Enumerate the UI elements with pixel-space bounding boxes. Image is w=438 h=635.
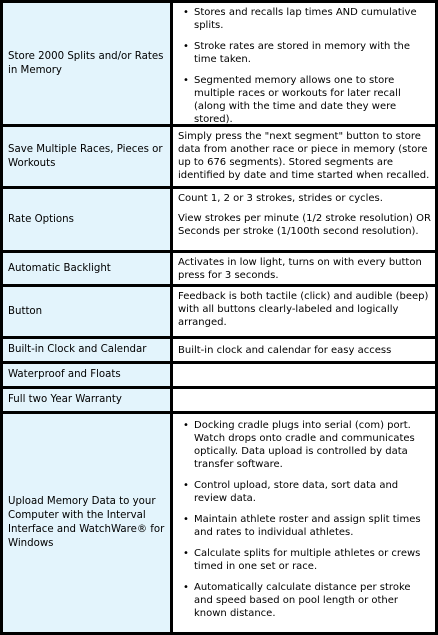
description-cell xyxy=(173,253,435,284)
feature-cell xyxy=(3,339,170,361)
description-cell xyxy=(173,3,435,124)
feature-label: Rate Options xyxy=(8,213,74,225)
list-item: • Stroke rates are stored in memory with the time taken. xyxy=(178,40,431,66)
table-row xyxy=(0,414,438,632)
feature-label: Save Multiple Races, Pieces or Workouts xyxy=(8,143,163,169)
table-row xyxy=(0,127,438,186)
description-text: Feedback is both tactile (click) and audible (beep) with all buttons clearly-labeled and logically arranged. xyxy=(178,291,429,328)
description-text: Built-in clock and calendar for easy access xyxy=(178,344,392,356)
description-text: Activates in low light, turns on with every button press for 3 seconds. xyxy=(178,257,422,281)
description-cell xyxy=(173,414,435,632)
feature-cell xyxy=(3,287,170,336)
feature-label: Upload Memory Data to your Computer with the Interval Interface and WatchWare® for Windows xyxy=(8,496,165,549)
feature-cell xyxy=(3,364,170,386)
feature-label: Store 2000 Splits and/or Rates in Memory xyxy=(8,50,164,76)
table-row xyxy=(0,189,438,250)
table-row xyxy=(0,287,438,336)
bullet-list xyxy=(178,6,431,126)
table-row xyxy=(0,253,438,284)
description-cell xyxy=(173,189,435,250)
description-cell xyxy=(173,339,435,361)
description-cell xyxy=(173,389,435,411)
description-text: Simply press the "next segment" button to store data from another race or piece in memory (store up to 676 segments). Stored segments are identified by date and time started when recalled. xyxy=(178,131,430,181)
feature-cell xyxy=(3,414,170,632)
feature-label: Button xyxy=(8,305,43,317)
description-cell xyxy=(173,364,435,386)
feature-label: Waterproof and Floats xyxy=(8,369,121,380)
feature-cell xyxy=(3,389,170,411)
feature-cell xyxy=(3,189,170,250)
list-item: • Stores and recalls lap times AND cumulative splits. xyxy=(178,6,431,32)
feature-label: Automatic Backlight xyxy=(8,262,111,274)
table-row xyxy=(0,339,438,361)
table-row xyxy=(0,364,438,386)
list-item: • Control upload, store data, sort data and review data. xyxy=(178,479,431,505)
feature-label: Built-in Clock and Calendar xyxy=(8,344,147,355)
list-item: • Docking cradle plugs into serial (com) port. Watch drops onto cradle and communicates optically. Data upload is controlled by data transfer software. xyxy=(178,419,431,471)
bullet-list xyxy=(178,419,431,620)
feature-label: Full two Year Warranty xyxy=(8,394,122,405)
description-text: View strokes per minute (1/2 stroke resolution) OR Seconds per stroke (1/100th second resolution). xyxy=(178,213,431,237)
feature-cell xyxy=(3,3,170,124)
list-item: • Segmented memory allows one to store multiple races or workouts for later recall (along with the time and date they were stored). xyxy=(178,74,431,126)
feature-cell xyxy=(3,253,170,284)
list-item: • Automatically calculate distance per stroke and speed based on pool length or other known distance. xyxy=(178,581,431,620)
feature-cell xyxy=(3,127,170,186)
list-item: • Calculate splits for multiple athletes or crews timed in one set or race. xyxy=(178,547,431,573)
description-cell xyxy=(173,127,435,186)
table-row xyxy=(0,389,438,411)
list-item: • Maintain athlete roster and assign split times and rates to individual athletes. xyxy=(178,513,431,539)
description-text: Count 1, 2 or 3 strokes, strides or cycles. xyxy=(178,193,383,204)
description-cell xyxy=(173,287,435,336)
table-row xyxy=(0,3,438,124)
